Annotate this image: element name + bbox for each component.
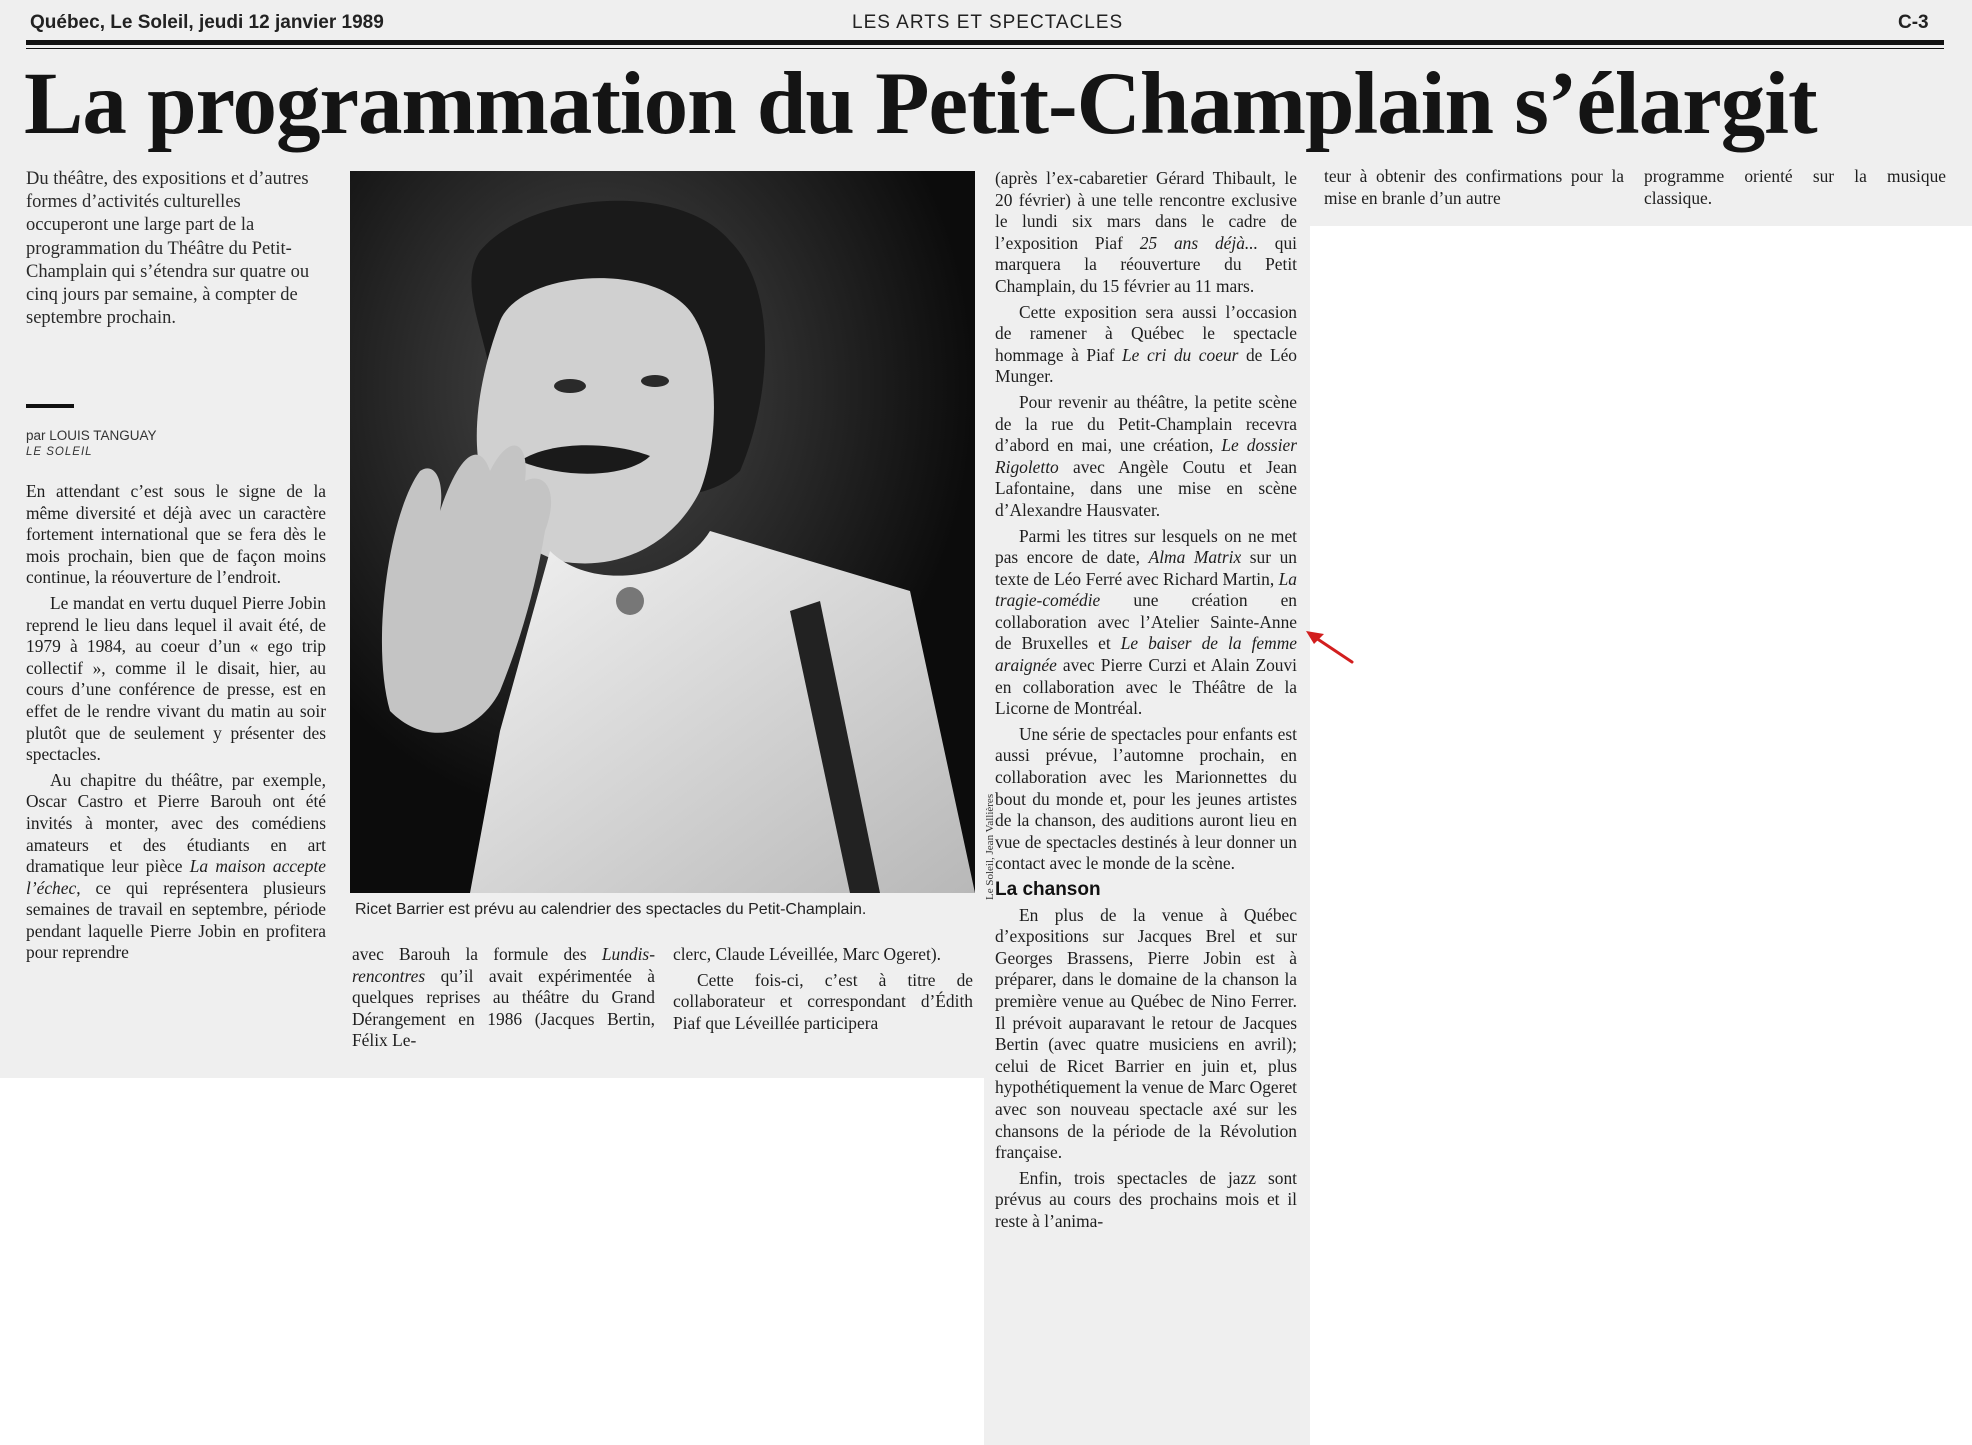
paragraph: Enfin, trois spectacles de jazz sont prévus au cours des prochains mois et il reste à l’anima-	[995, 1167, 1297, 1231]
headline: La programmation du Petit-Champlain s’élargit	[24, 55, 1817, 153]
article-column-5	[1324, 166, 1624, 218]
paragraph: avec Barouh la formule des Lundis-rencontres qu’il avait expérimentée à quelques reprises au théâtre du Grand Dérangement en 1986 (Jacques Bertin, Félix Le-	[352, 944, 655, 1051]
article-column-3	[673, 944, 973, 1064]
paragraph: Cette exposition sera aussi l’occasion de ramener à Québec le spectacle hommage à Piaf Le cri du coeur de Léo Munger.	[995, 301, 1297, 387]
article-photo	[350, 171, 975, 893]
article-column-4	[995, 168, 1297, 1408]
paragraph: Pour revenir au théâtre, la petite scène de la rue du Petit-Champlain recevra d’abord en mai, une création, Le dossier Rigoletto avec Angèle Coutu et Jean Lafontaine, dans une mise en scène d’Alexandre Hausvater.	[995, 391, 1297, 520]
masthead-page-number: C-3	[1898, 12, 1929, 33]
paragraph: teur à obtenir des confirmations pour la mise en branle d’un autre	[1324, 166, 1624, 208]
byline	[26, 427, 157, 461]
masthead-rule-thin	[26, 48, 1944, 49]
masthead-section: LES ARTS ET SPECTACLES	[852, 12, 1124, 33]
masthead-dateline: Québec, Le Soleil, jeudi 12 janvier 1989	[30, 12, 384, 33]
subhead-la-chanson: La chanson	[995, 879, 1101, 900]
paragraph: programme orienté sur la musique classique.	[1644, 166, 1946, 208]
article-column-1	[26, 481, 326, 1061]
title-italic: La maison accepte l’échec	[26, 856, 326, 898]
red-arrow-annotation-icon	[1300, 626, 1356, 666]
lede: Du théâtre, des expositions et d’autres formes d’activités culturelles occuperont une large part de la programmation du Théâtre du Petit-Champlain qui s’étendra sur quatre ou cinq jours par semaine, à compter de septembre prochain.	[26, 169, 310, 329]
title-italic: Le cri du coeur	[1122, 344, 1239, 365]
title-italic: Alma Matrix	[1148, 547, 1242, 568]
title-italic: Lundis-rencontres	[352, 944, 655, 986]
paragraph: Le mandat en vertu duquel Pierre Jobin reprend le lieu dans lequel il avait été, de 1979 à 1984, au coeur d’un « ego trip collectif », comme il le disait, hier, au cours d’une conférence de presse, est en effet de le rendre vivant du matin au soir plutôt que de seulement y présenter des spectacles.	[26, 592, 326, 765]
paragraph: En attendant c’est sous le signe de la même diversité et déjà avec un caractère fortement international que se fera dès le mois prochain, bien que de façon moins continue, la réouverture de l’endroit.	[26, 481, 326, 588]
paragraph: En plus de la venue à Québec d’expositions sur Jacques Brel et sur Georges Brassens, Pierre Jobin est à préparer, dans le domaine de la chanson la première venue au Québec de Nino Ferrer. Il prévoit auparavant le retour de Jacques Bertin (avec quatre musiciens en avril); celui de Ricet Barrier en juin et, plus hypothétiquement la venue de Marc Ogeret avec son nouveau spectacle axé sur les chansons de la période de la Révolution française.	[995, 904, 1297, 1163]
title-italic: La tragie-comédie	[995, 568, 1297, 611]
byline-author: par LOUIS TANGUAY	[26, 428, 157, 443]
paragraph: (après l’ex-cabaretier Gérard Thibault, le 20 février) à une telle rencontre exclusive le lundi six mars dans le cadre de l’exposition Piaf 25 ans déjà... qui marquera la réouverture du Petit Champlain, du 15 février au 11 mars.	[995, 168, 1297, 296]
byline-rule	[26, 404, 74, 408]
article-column-2	[352, 944, 655, 1064]
photo-credit: Le Soleil, Jean Vallières	[984, 793, 996, 900]
portrait-illustration	[350, 171, 975, 893]
byline-source: LE SOLEIL	[26, 446, 93, 458]
paragraph: clerc, Claude Léveillée, Marc Ogeret).	[673, 944, 941, 964]
article-column-6	[1644, 166, 1946, 218]
paragraph: Au chapitre du théâtre, par exemple, Oscar Castro et Pierre Barouh ont été invités à monter, avec des comédiens amateurs et des étudiants en art dramatique leur pièce La maison accepte l’échec, ce qui représentera plusieurs semaines de travail en septembre, période pendant laquelle Pierre Jobin en profitera pour reprendre	[26, 769, 326, 963]
paragraph: Une série de spectacles pour enfants est aussi prévue, l’automne prochain, en collaboration avec les Marionnettes du bout du monde et, pour les jeunes artistes de la chanson, des auditions auront lieu en vue de spectacles destinés à leur donner un contact avec le monde de la scène.	[995, 723, 1297, 874]
title-italic: Le baiser de la femme araignée	[995, 633, 1297, 676]
title-italic: 25 ans déjà...	[1139, 232, 1258, 253]
paragraph: Cette fois-ci, c’est à titre de collaborateur et correspondant d’Édith Piaf que Léveillée participera	[673, 969, 973, 1033]
masthead-rule	[26, 40, 1944, 45]
paragraph: Parmi les titres sur lesquels on ne met pas encore de date, Alma Matrix sur un texte de Léo Ferré avec Richard Martin, La tragie-comédie une création en collaboration avec l’Atelier Sainte-Anne de Bruxelles et Le baiser de la femme araignée avec Pierre Curzi et Alain Zouvi en collaboration avec le Théâtre de la Licorne de Montréal.	[995, 525, 1297, 719]
photo-caption: Ricet Barrier est prévu au calendrier des spectacles du Petit-Champlain.	[355, 901, 867, 918]
title-italic: Le dossier Rigoletto	[995, 435, 1297, 477]
